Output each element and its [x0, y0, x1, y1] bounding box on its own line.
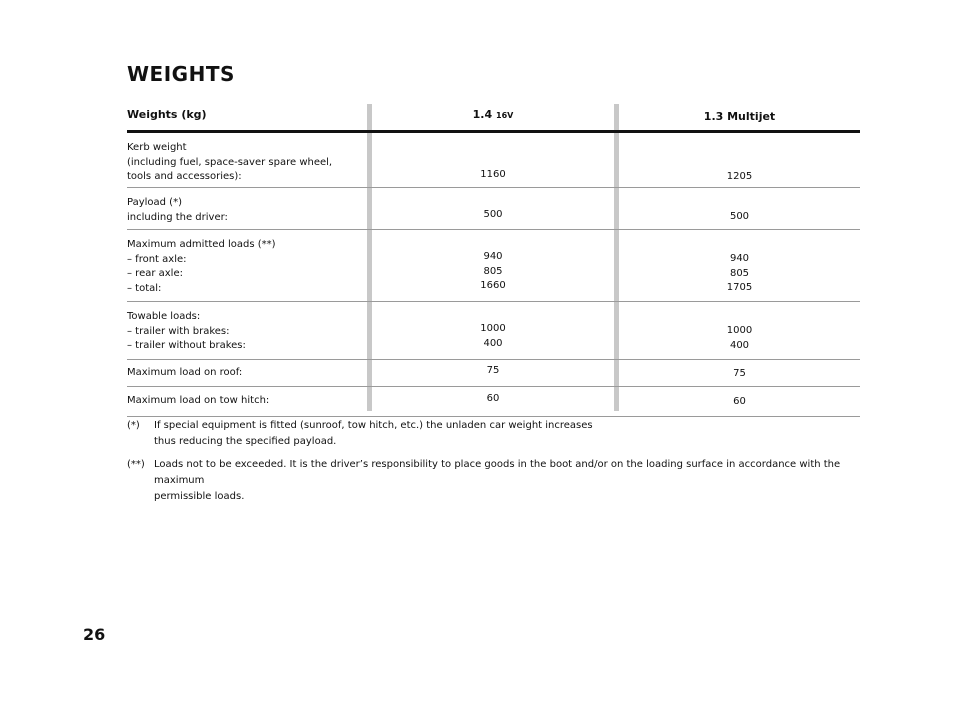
footnote-text: Loads not to be exceeded. It is the driver’s responsibility to place goods in the boot and/or on the loading surface in accordance with the maximum permissible loads. [154, 459, 841, 502]
weights-table [127, 104, 860, 417]
table-row [127, 387, 860, 417]
row-value-engine-2: 500 [729, 211, 750, 222]
page-number: 26 [83, 625, 106, 644]
table-row [127, 230, 860, 302]
row-value-engine-1: 1160 [480, 169, 506, 180]
row-value-engine-2: 60 [733, 396, 746, 407]
table-row [127, 360, 860, 387]
row-value-engine-2: 75 [733, 368, 746, 379]
row-value-engine-2: 1205 [726, 171, 753, 182]
header-engine-1-label: 1.4 [472, 108, 493, 121]
row-value-engine-1: 75 [486, 365, 500, 376]
header-engine-1-suffix: 16V [496, 111, 514, 120]
row-label: Maximum load on roof: [127, 367, 243, 378]
footnote [127, 457, 867, 505]
table-header [127, 104, 860, 133]
row-label: Maximum admitted loads (**) – front axle: – rear axle: – total: [127, 239, 276, 294]
row-value-engine-1: 500 [483, 209, 503, 220]
table-row [127, 302, 860, 360]
row-label: Payload (*) including the driver: [127, 197, 228, 223]
row-value-engine-1: 940 805 1660 [480, 251, 506, 291]
row-label: Towable loads: – trailer with brakes: – trailer without brakes: [127, 311, 246, 351]
footnote-mark: (*) [127, 420, 140, 431]
footnotes [127, 418, 867, 512]
footnote-text: If special equipment is fitted (sunroof, tow hitch, etc.) the unladen car weight increases thus reducing the specified payload. [154, 420, 593, 447]
footnote [127, 418, 867, 450]
row-value-engine-1: 60 [486, 393, 500, 404]
row-value-engine-2: 1000 400 [726, 325, 753, 351]
header-weights-label: Weights (kg) [127, 108, 207, 121]
page-title: WEIGHTS [127, 62, 235, 86]
table-row [127, 133, 860, 188]
row-label: Kerb weight (including fuel, space-saver spare wheel, tools and accessories): [127, 142, 333, 182]
table-row [127, 188, 860, 230]
row-value-engine-1: 1000 400 [480, 323, 506, 349]
row-label: Maximum load on tow hitch: [127, 395, 270, 406]
row-value-engine-2: 940 805 1705 [726, 253, 753, 293]
header-engine-2: 1.3 Multijet [703, 110, 776, 123]
footnote-mark: (**) [127, 459, 145, 470]
header-engine-1 [372, 108, 614, 121]
